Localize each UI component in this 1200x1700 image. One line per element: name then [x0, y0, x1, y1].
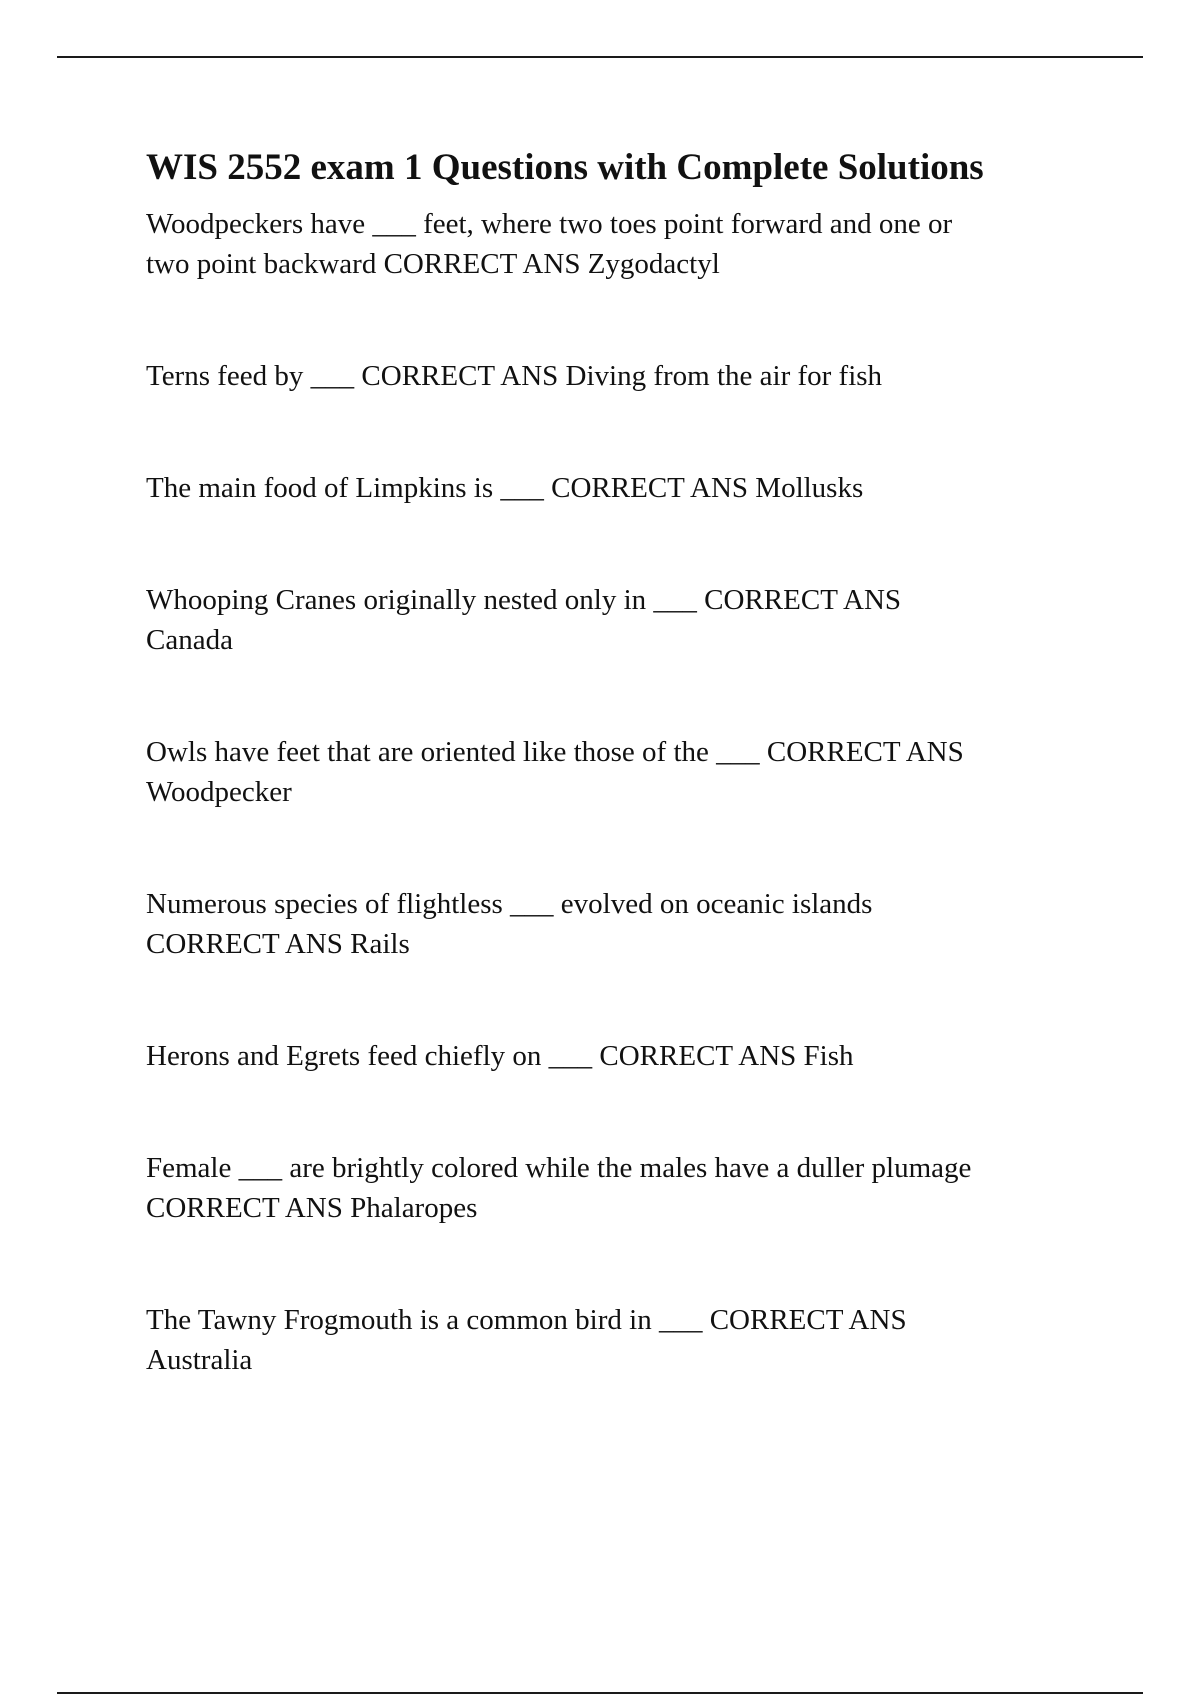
footer-rule [57, 1692, 1143, 1694]
qa-line: The Tawny Frogmouth is a common bird in ___ CORRECT ANS [146, 1304, 907, 1336]
qa-line: CORRECT ANS Phalaropes [146, 1192, 478, 1224]
qa-line: Australia [146, 1344, 253, 1376]
qa-item [146, 1300, 1086, 1380]
qa-line: Numerous species of flightless ___ evolved on oceanic islands [146, 888, 873, 920]
qa-line: The main food of Limpkins is ___ CORRECT ANS Mollusks [146, 472, 864, 504]
qa-line: two point backward CORRECT ANS Zygodactyl [146, 248, 720, 280]
qa-line: Whooping Cranes originally nested only in ___ CORRECT ANS [146, 584, 902, 616]
qa-item [146, 1148, 1086, 1228]
qa-item [146, 732, 1086, 812]
qa-list [146, 204, 1086, 1380]
qa-line: Owls have feet that are oriented like those of the ___ CORRECT ANS [146, 736, 964, 768]
document-body [146, 144, 1086, 1380]
qa-line: Woodpecker [146, 776, 292, 808]
qa-line: Woodpeckers have ___ feet, where two toes point forward and one or [146, 208, 953, 240]
qa-line: Terns feed by ___ CORRECT ANS Diving from the air for fish [146, 360, 883, 392]
qa-line: CORRECT ANS Rails [146, 928, 410, 960]
qa-item [146, 468, 1086, 508]
qa-line: Herons and Egrets feed chiefly on ___ CORRECT ANS Fish [146, 1040, 854, 1072]
qa-item [146, 356, 1086, 396]
qa-item [146, 204, 1086, 284]
header-rule [57, 56, 1143, 58]
qa-line: Canada [146, 624, 233, 656]
qa-item [146, 1036, 1086, 1076]
qa-item [146, 580, 1086, 660]
document-title: WIS 2552 exam 1 Questions with Complete Solutions [146, 147, 984, 188]
qa-item [146, 884, 1086, 964]
qa-line: Female ___ are brightly colored while the males have a duller plumage [146, 1152, 972, 1184]
